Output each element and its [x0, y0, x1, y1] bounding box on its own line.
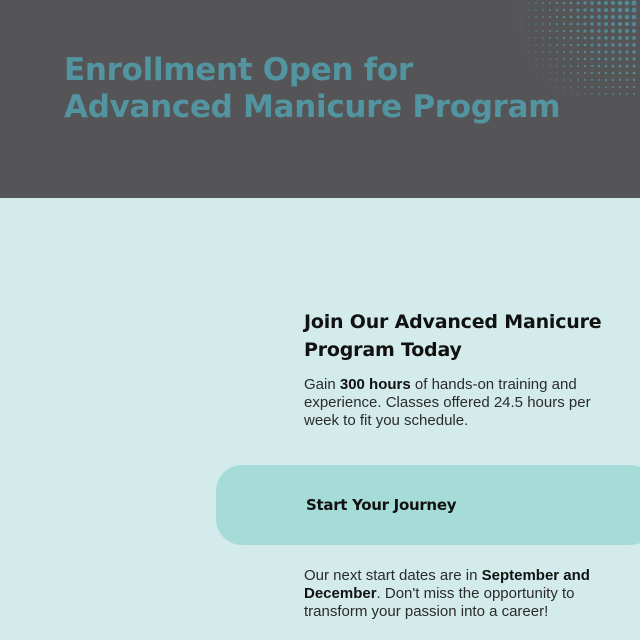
halftone-dot: [535, 30, 536, 31]
halftone-dot: [619, 93, 621, 95]
halftone-dot: [570, 72, 572, 74]
halftone-dot: [626, 79, 628, 81]
halftone-dot: [521, 2, 522, 3]
halftone-dot: [521, 9, 522, 10]
halftone-dot: [584, 58, 586, 60]
halftone-dot: [576, 1, 579, 4]
halftone-dot: [563, 86, 564, 87]
halftone-dot: [535, 44, 536, 45]
halftone-dot: [542, 37, 544, 39]
halftone-dot: [598, 79, 600, 81]
halftone-dot: [570, 86, 571, 87]
halftone-dot: [584, 51, 587, 54]
halftone-dot: [611, 15, 615, 19]
halftone-dot: [590, 15, 593, 18]
halftone-dot: [618, 29, 622, 33]
halftone-dot: [605, 93, 607, 95]
halftone-dot: [515, 31, 516, 32]
halftone-dot: [515, 24, 516, 25]
halftone-dot: [625, 1, 630, 6]
halftone-dot: [591, 93, 593, 95]
halftone-dot: [626, 65, 629, 68]
start-dates-paragraph: [304, 567, 614, 621]
halftone-dot: [632, 29, 636, 33]
halftone-dot: [611, 36, 615, 40]
halftone-dot: [577, 65, 579, 67]
halftone-dot: [612, 79, 614, 81]
halftone-dot: [549, 44, 551, 46]
halftone-dot: [632, 15, 637, 20]
halftone-dot: [521, 16, 522, 17]
halftone-dot: [632, 22, 636, 26]
halftone-dot: [564, 94, 565, 95]
halftone-dot: [604, 15, 608, 19]
dates-text-start: Our next start dates are in: [304, 567, 482, 584]
intro-text-start: Gain: [304, 376, 340, 393]
halftone-dot: [542, 16, 544, 18]
halftone-dot: [590, 36, 593, 39]
halftone-dot: [632, 43, 636, 47]
halftone-dot: [598, 72, 600, 74]
halftone-dot: [563, 44, 565, 46]
halftone-dot: [632, 36, 636, 40]
halftone-dot: [549, 23, 551, 25]
halftone-dot: [556, 23, 558, 25]
halftone-dot: [542, 44, 544, 46]
halftone-dot: [577, 58, 579, 60]
halftone-dot: [542, 23, 544, 25]
page-title-line-1: Enrollment Open for: [64, 52, 413, 88]
halftone-dot: [597, 1, 601, 5]
halftone-dot: [604, 22, 608, 26]
halftone-dot: [528, 37, 529, 38]
halftone-dot: [570, 65, 572, 67]
halftone-dot: [590, 29, 593, 32]
halftone-dot: [625, 43, 629, 47]
intro-hours-highlight: 300 hours: [339, 376, 411, 393]
halftone-dot: [583, 29, 586, 32]
halftone-dot: [633, 65, 636, 68]
halftone-dot: [625, 50, 628, 53]
halftone-dot: [633, 86, 635, 88]
halftone-dot: [591, 51, 594, 54]
halftone-dot: [563, 79, 564, 80]
halftone-dot: [619, 72, 622, 75]
halftone-dot: [563, 65, 565, 67]
halftone-dot: [583, 22, 586, 25]
halftone-dot: [549, 2, 551, 4]
halftone-dot: [583, 8, 586, 11]
halftone-dot: [577, 79, 579, 81]
halftone-dot: [604, 50, 607, 53]
halftone-dot: [556, 37, 558, 39]
halftone-dot: [563, 23, 565, 25]
halftone-dot: [625, 29, 629, 33]
halftone-dot: [570, 51, 572, 53]
halftone-dot: [598, 93, 600, 95]
halftone-dot: [611, 1, 615, 5]
halftone-dot: [576, 8, 579, 11]
halftone-dot: [598, 65, 601, 68]
halftone-dot: [577, 93, 578, 94]
halftone-dot: [591, 44, 594, 47]
page-title-line-2: Advanced Manicure Program: [64, 89, 561, 125]
halftone-dot: [604, 29, 608, 33]
halftone-dot: [584, 86, 586, 88]
halftone-dot: [625, 22, 629, 26]
halftone-dot: [515, 17, 516, 18]
halftone-dot: [605, 72, 607, 74]
halftone-dot: [549, 30, 551, 32]
halftone-dot: [577, 51, 579, 53]
halftone-dot: [625, 57, 628, 60]
halftone-dot: [570, 2, 573, 5]
halftone-dot: [618, 22, 622, 26]
halftone-dot: [528, 9, 529, 10]
halftone-dot: [598, 58, 601, 61]
halftone-dot: [584, 93, 585, 94]
halftone-dot: [556, 44, 558, 46]
section-heading-line-2: Program Today: [304, 339, 462, 361]
halftone-dot: [549, 16, 551, 18]
halftone-dot: [563, 30, 565, 32]
halftone-dot: [528, 23, 529, 24]
halftone-dot: [597, 36, 600, 39]
halftone-dot: [626, 86, 628, 88]
halftone-dot: [522, 38, 523, 39]
halftone-dot: [556, 16, 558, 18]
halftone-dot: [563, 2, 566, 5]
halftone-dot: [632, 8, 637, 13]
halftone-dot: [597, 43, 600, 46]
halftone-dot: [611, 8, 615, 12]
halftone-dot: [515, 10, 516, 11]
halftone-dot: [618, 57, 621, 60]
halftone-dot: [619, 65, 622, 68]
halftone-dot: [591, 79, 593, 81]
intro-paragraph: [304, 376, 614, 430]
halftone-dot: [626, 93, 628, 95]
halftone-dot: [591, 86, 593, 88]
halftone-dot: [605, 86, 607, 88]
halftone-dot: [605, 58, 608, 61]
halftone-dot: [618, 8, 622, 12]
halftone-dot: [522, 31, 523, 32]
halftone-dot: [612, 58, 615, 61]
halftone-dot: [577, 23, 580, 26]
halftone-dot: [604, 36, 607, 39]
halftone-dot: [611, 22, 615, 26]
halftone-dot: [563, 51, 565, 53]
halftone-dot: [625, 8, 630, 13]
halftone-dot: [591, 72, 593, 74]
halftone-dot: [535, 2, 537, 4]
halftone-dot: [570, 79, 572, 81]
header-banner: [0, 0, 640, 198]
halftone-dot: [604, 1, 608, 5]
halftone-dot: [570, 30, 573, 33]
halftone-dot: [597, 8, 601, 12]
halftone-dot: [605, 65, 608, 68]
halftone-dot: [570, 9, 573, 12]
halftone-dot: [570, 37, 572, 39]
halftone-dot: [563, 72, 565, 74]
halftone-dot: [618, 15, 622, 19]
halftone-dot: [597, 29, 600, 32]
halftone-dot: [549, 37, 551, 39]
halftone-dot: [618, 50, 621, 53]
halftone-dot: [632, 1, 637, 6]
halftone-dot: [604, 8, 608, 12]
halftone-dot: [633, 72, 636, 75]
section-heading-line-1: Join Our Advanced Manicure: [304, 311, 602, 333]
halftone-dot: [604, 43, 607, 46]
start-journey-label: Start Your Journey: [306, 496, 457, 514]
halftone-dot: [584, 79, 586, 81]
halftone-dot: [577, 37, 580, 40]
halftone-dot: [633, 93, 635, 95]
page-title: [64, 52, 560, 126]
dates-months-highlight: September and December: [304, 567, 590, 602]
halftone-dot: [612, 86, 614, 88]
halftone-dot: [563, 37, 565, 39]
halftone-dot: [556, 30, 558, 32]
halftone-dot: [563, 9, 566, 12]
halftone-dot: [563, 16, 566, 19]
halftone-dot: [542, 30, 544, 32]
halftone-dot: [563, 58, 565, 60]
halftone-dot: [535, 37, 536, 38]
halftone-dot: [598, 51, 601, 54]
halftone-dot: [632, 57, 635, 60]
halftone-dot: [535, 9, 537, 11]
halftone-dot: [619, 86, 621, 88]
halftone-dot: [597, 22, 601, 26]
halftone-dot: [626, 72, 629, 75]
halftone-dot: [570, 58, 572, 60]
halftone-dot: [522, 45, 523, 46]
halftone-dot: [535, 16, 537, 18]
halftone-dot: [577, 16, 580, 19]
halftone-dot: [570, 44, 572, 46]
halftone-dot: [570, 93, 571, 94]
halftone-dot: [521, 23, 522, 24]
halftone-dot: [584, 65, 586, 67]
halftone-dot: [535, 23, 537, 25]
dates-text-end: . Don't miss the opportunity to transform your passion into a career!: [304, 585, 575, 620]
halftone-dot: [542, 2, 544, 4]
halftone-dot: [542, 9, 544, 11]
halftone-dot: [591, 58, 594, 61]
start-journey-button[interactable]: [216, 465, 640, 545]
halftone-dot: [612, 72, 615, 75]
halftone-dot: [528, 44, 529, 45]
halftone-dot: [619, 79, 621, 81]
halftone-dot: [590, 22, 593, 25]
halftone-dot: [611, 50, 614, 53]
halftone-dot: [515, 3, 516, 4]
halftone-dot: [618, 43, 622, 47]
halftone-dot: [605, 79, 607, 81]
halftone-dot: [583, 1, 586, 4]
halftone-dot: [584, 44, 587, 47]
halftone-dot: [577, 30, 580, 33]
halftone-dot: [625, 15, 629, 19]
halftone-dot: [528, 2, 529, 3]
halftone-dot: [611, 43, 614, 46]
halftone-dot: [556, 2, 558, 4]
halftone-dot: [625, 36, 629, 40]
halftone-dot: [570, 23, 573, 26]
main-content: [0, 198, 640, 640]
halftone-dot: [570, 16, 573, 19]
halftone-dot: [632, 50, 635, 53]
halftone-dot: [528, 16, 529, 17]
halftone-dot: [577, 44, 580, 47]
halftone-dot: [633, 79, 635, 81]
halftone-dot: [612, 93, 614, 95]
halftone-dot: [528, 30, 529, 31]
halftone-dot: [584, 37, 587, 40]
halftone-dot: [556, 9, 558, 11]
halftone-dot: [598, 86, 600, 88]
halftone-dot: [618, 1, 623, 6]
halftone-dot: [590, 8, 594, 12]
halftone-dot: [597, 15, 601, 19]
halftone-dot: [618, 36, 622, 40]
section-heading: [304, 308, 624, 364]
halftone-dot: [611, 29, 615, 33]
halftone-dot: [612, 65, 615, 68]
halftone-dot: [549, 9, 551, 11]
halftone-dot: [584, 72, 586, 74]
halftone-dot: [583, 15, 586, 18]
halftone-dot: [577, 86, 579, 88]
halftone-dot: [591, 65, 593, 67]
intro-text-end: of hands-on training and experience. Classes offered 24.5 hours per week to fit you schedule.: [304, 376, 591, 429]
halftone-dot: [577, 72, 579, 74]
halftone-dot: [590, 1, 594, 5]
